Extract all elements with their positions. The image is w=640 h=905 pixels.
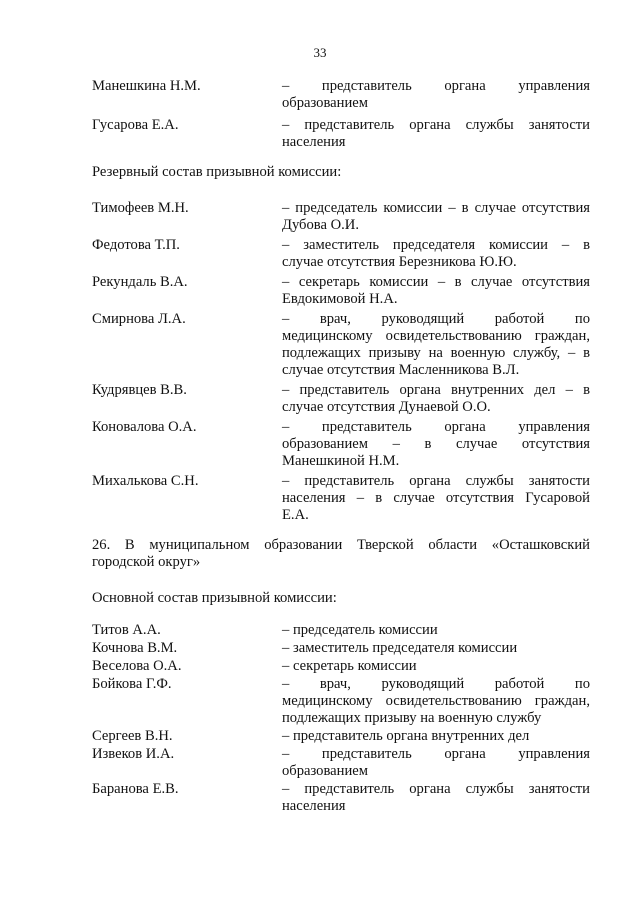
member-role-line: – представитель органа управления — [282, 746, 590, 762]
member-row — [92, 640, 590, 657]
member-role-line: – заместитель председателя комиссии – в — [282, 237, 590, 253]
member-role-line: – врач, руководящий работой по — [282, 311, 590, 327]
reserve-commission-list — [92, 200, 590, 524]
member-role-line: медицинскому освидетельствованию граждан, — [282, 693, 590, 709]
member-row — [92, 200, 590, 234]
member-row — [92, 274, 590, 308]
main-commission-list — [92, 622, 590, 815]
member-row — [92, 382, 590, 416]
member-role-line: населения — [282, 134, 346, 150]
member-role — [282, 746, 590, 780]
member-role — [282, 676, 590, 727]
member-role — [282, 382, 590, 416]
member-role-line: подлежащих призыву на военную службу, – в — [282, 345, 590, 361]
member-role-line: Е.А. — [282, 507, 309, 523]
member-role — [282, 622, 590, 639]
member-role — [282, 640, 590, 657]
member-role — [282, 200, 590, 234]
member-role — [282, 419, 590, 470]
member-role — [282, 658, 590, 675]
member-role-line: – представитель органа службы занятости — [282, 781, 590, 797]
member-name: Федотова Т.П. — [92, 237, 180, 253]
member-name: Бойкова Г.Ф. — [92, 676, 172, 692]
member-role-line: – представитель органа внутренних дел — [282, 728, 530, 744]
member-row — [92, 781, 590, 815]
member-role-line: медицинскому освидетельствованию граждан, — [282, 328, 590, 344]
member-row — [92, 658, 590, 675]
member-row — [92, 311, 590, 379]
commission-list-continuation — [92, 78, 590, 151]
member-role-line: случае отсутствия Березникова Ю.Ю. — [282, 254, 517, 270]
member-role-line: населения — [282, 798, 346, 814]
member-role-line: – председатель комиссии — [282, 622, 438, 638]
member-name: Смирнова Л.А. — [92, 311, 186, 327]
member-role-line: случае отсутствия Масленникова В.Л. — [282, 362, 520, 378]
member-role — [282, 781, 590, 815]
member-role — [282, 117, 590, 151]
member-row — [92, 746, 590, 780]
member-role-line: – врач, руководящий работой по — [282, 676, 590, 692]
member-name: Титов А.А. — [92, 622, 161, 638]
member-role — [282, 237, 590, 271]
member-name: Тимофеев М.Н. — [92, 200, 189, 216]
member-role-line: образованием — [282, 763, 368, 779]
main-composition-title: Основной состав призывной комиссии: — [92, 590, 337, 606]
member-name: Извеков И.А. — [92, 746, 175, 762]
member-role-line: – представитель органа службы занятости — [282, 473, 590, 489]
member-row — [92, 676, 590, 727]
member-name: Манешкина Н.М. — [92, 78, 201, 94]
member-row — [92, 728, 590, 745]
member-row — [92, 237, 590, 271]
member-name: Сергеев В.Н. — [92, 728, 173, 744]
member-role — [282, 311, 590, 379]
section-26-line: 26. В муниципальном образовании Тверской области «Осташковский — [92, 537, 590, 553]
member-name: Гусарова Е.А. — [92, 117, 179, 133]
member-role-line: – представитель органа управления — [282, 78, 590, 94]
member-role — [282, 728, 590, 745]
member-name: Рекундаль В.А. — [92, 274, 188, 290]
member-name: Веселова О.А. — [92, 658, 182, 674]
member-role-line: подлежащих призыву на военную службу — [282, 710, 542, 726]
member-role-line: – заместитель председателя комиссии — [282, 640, 518, 656]
member-role-line: случае отсутствия Дунаевой О.О. — [282, 399, 491, 415]
member-role — [282, 78, 590, 112]
member-name: Баранова Е.В. — [92, 781, 179, 797]
member-role-line: – представитель органа внутренних дел – в — [282, 382, 590, 398]
member-name: Кочнова В.М. — [92, 640, 178, 656]
page-number: 33 — [313, 45, 327, 60]
member-role — [282, 473, 590, 524]
member-row — [92, 78, 590, 112]
member-role-line: Евдокимовой Н.А. — [282, 291, 398, 307]
member-row — [92, 473, 590, 524]
member-name: Коновалова О.А. — [92, 419, 197, 435]
member-role-line: – секретарь комиссии – в случае отсутствия — [282, 274, 590, 290]
member-role-line: – представитель органа службы занятости — [282, 117, 590, 133]
member-role-line: образованием – в случае отсутствия — [282, 436, 590, 452]
member-row — [92, 117, 590, 151]
member-role-line: образованием — [282, 95, 368, 111]
member-role-line: – секретарь комиссии — [282, 658, 417, 674]
section-26-heading — [92, 537, 590, 571]
member-role-line: Дубова О.И. — [282, 217, 359, 233]
member-name: Кудрявцев В.В. — [92, 382, 187, 398]
reserve-composition-title: Резервный состав призывной комиссии: — [92, 164, 342, 180]
section-26-line: городской округ» — [92, 554, 201, 570]
member-role-line: Манешкиной Н.М. — [282, 453, 400, 469]
member-role-line: населения – в случае отсутствия Гусаровой — [282, 490, 590, 506]
member-row — [92, 419, 590, 470]
member-role-line: – председатель комиссии – в случае отсутствия — [282, 200, 590, 216]
member-name: Михалькова С.Н. — [92, 473, 199, 489]
member-role — [282, 274, 590, 308]
member-row — [92, 622, 590, 639]
member-role-line: – представитель органа управления — [282, 419, 590, 435]
